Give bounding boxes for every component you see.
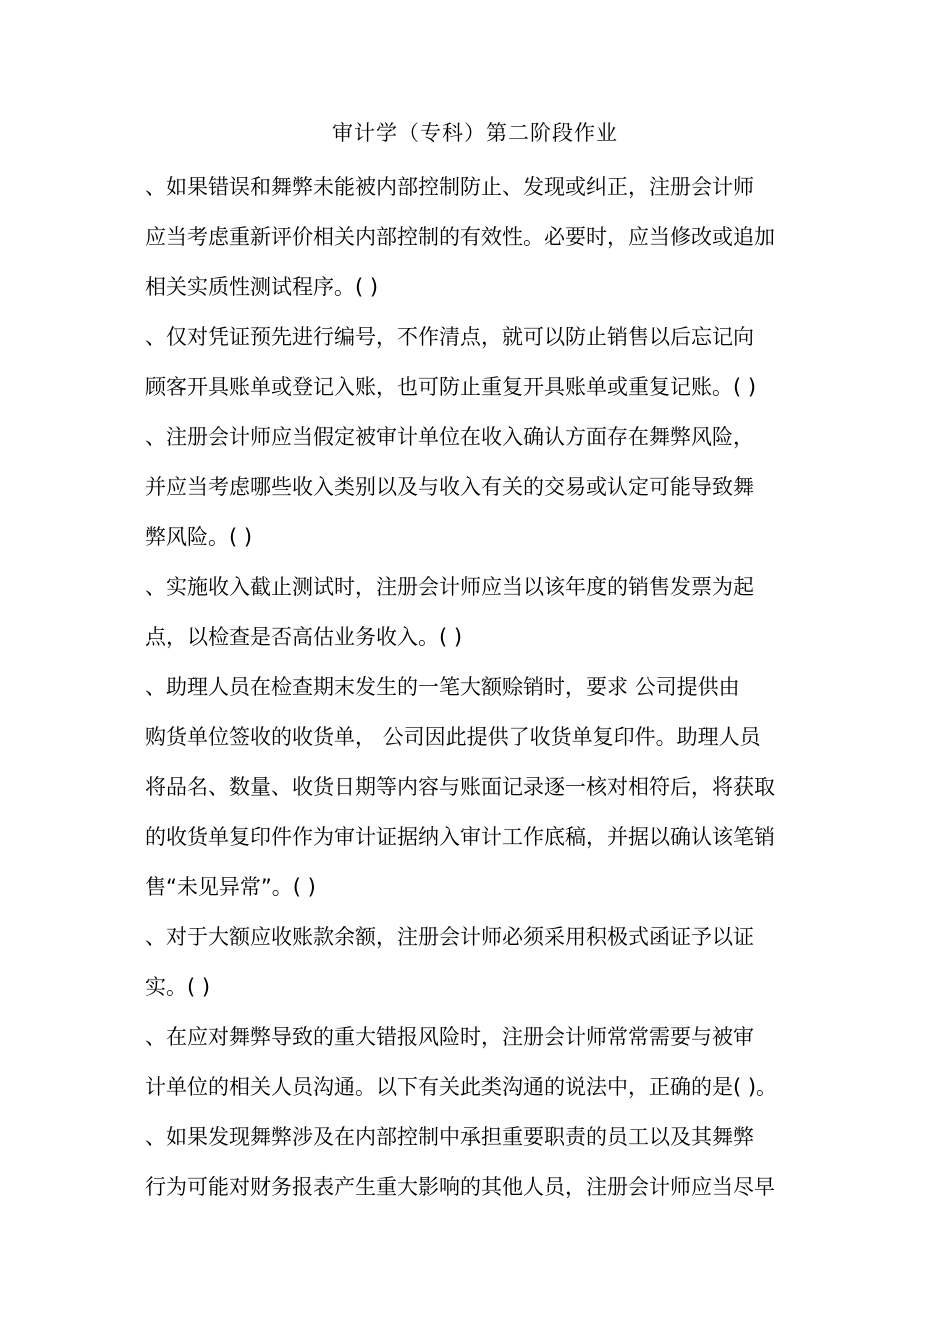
- text-line: 、对于大额应收账款余额，注册会计师必须采用积极式函证予以证: [145, 925, 754, 949]
- text-line: 相关实质性测试程序。( ): [145, 275, 379, 299]
- text-line: 、仅对凭证预先进行编号，不作清点，就可以防止销售以后忘记向: [145, 325, 754, 349]
- text-line: 弊风险。( ): [145, 525, 253, 549]
- text-line: 、如果发现舞弊涉及在内部控制中承担重要职责的员工以及其舞弊: [145, 1125, 754, 1149]
- text-line: 计单位的相关人员沟通。以下有关此类沟通的说法中，正确的是( )。: [145, 1075, 778, 1099]
- text-line: 顾客开具账单或登记入账，也可防止重复开具账单或重复记账。( ): [145, 375, 757, 399]
- text-line: 、注册会计师应当假定被审计单位在收入确认方面存在舞弊风险，: [145, 425, 754, 449]
- text-line: 、如果错误和舞弊未能被内部控制防止、发现或纠正，注册会计师: [145, 175, 754, 199]
- text-line: 的收货单复印件作为审计证据纳入审计工作底稿，并据以确认该笔销: [145, 825, 775, 849]
- text-line: 将品名、数量、收货日期等内容与账面记录逐一核对相符后，将获取: [145, 775, 775, 799]
- text-line: 、实施收入截止测试时，注册会计师应当以该年度的销售发票为起: [145, 575, 754, 599]
- text-line: 、在应对舞弊导致的重大错报风险时，注册会计师常常需要与被审: [145, 1025, 754, 1049]
- text-line: 行为可能对财务报表产生重大影响的其他人员，注册会计师应当尽早: [145, 1175, 775, 1199]
- text-line: 并应当考虑哪些收入类别以及与收入有关的交易或认定可能导致舞: [145, 475, 754, 499]
- text-line: 点，以检查是否高估业务收入。( ): [145, 625, 463, 649]
- text-line: 购货单位签收的收货单， 公司因此提供了收货单复印件。助理人员: [145, 725, 761, 749]
- text-line: 售“未见异常”。( ): [145, 875, 316, 899]
- document-title: 审计学（专科）第二阶段作业: [332, 121, 618, 145]
- text-line: 、助理人员在检查期末发生的一笔大额赊销时，要求 公司提供由: [145, 675, 740, 699]
- text-line: 应当考虑重新评价相关内部控制的有效性。必要时，应当修改或追加: [145, 225, 775, 249]
- text-line: 实。( ): [145, 975, 211, 999]
